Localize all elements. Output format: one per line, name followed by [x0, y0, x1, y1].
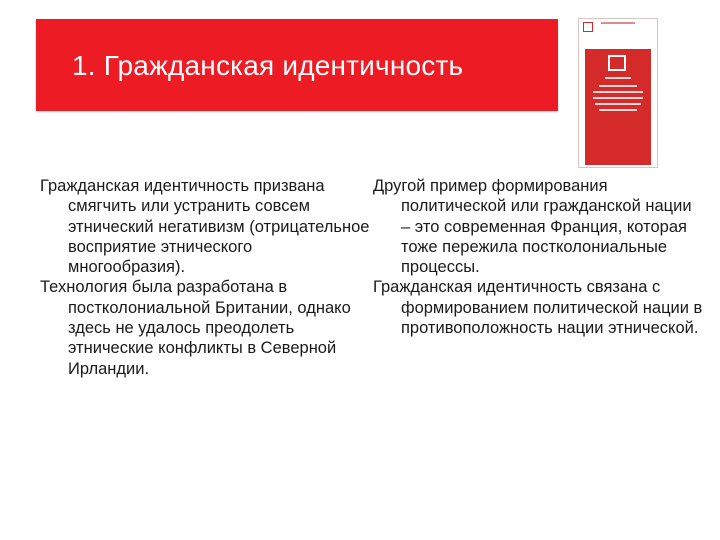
logo-icon	[583, 22, 593, 32]
cover-header-line	[601, 22, 635, 24]
cover-red-panel	[585, 49, 651, 165]
right-paragraph-2: Гражданская идентичность связана с формированием политической нации в противоположность нации этнической.	[373, 278, 703, 338]
cover-text-line	[593, 91, 643, 93]
left-paragraph-1: Гражданская идентичность призвана смягчить или устранить совсем этнический негативизм (отрицательное восприятие этнического многообразия).	[40, 177, 370, 277]
left-paragraph-2: Технология была разработана в постколониальной Британии, однако здесь не удалось преодолеть этнические конфликты в Северной Ирландии.	[40, 278, 351, 378]
cover-text-line	[605, 77, 631, 79]
emblem-icon	[608, 55, 626, 71]
slide-title: 1. Гражданская идентичность	[72, 50, 464, 81]
book-cover-image	[578, 18, 658, 168]
right-text-column	[373, 176, 703, 338]
title-banner	[36, 19, 558, 111]
cover-text-line	[599, 85, 637, 87]
cover-text-line	[599, 109, 637, 111]
left-text-column	[40, 176, 370, 379]
right-paragraph-1: Другой пример формирования политической или гражданской нации – это современная Франция, которая тоже пережила постколониальные процессы.	[373, 177, 692, 277]
cover-text-line	[593, 97, 643, 99]
cover-text-line	[595, 103, 641, 105]
